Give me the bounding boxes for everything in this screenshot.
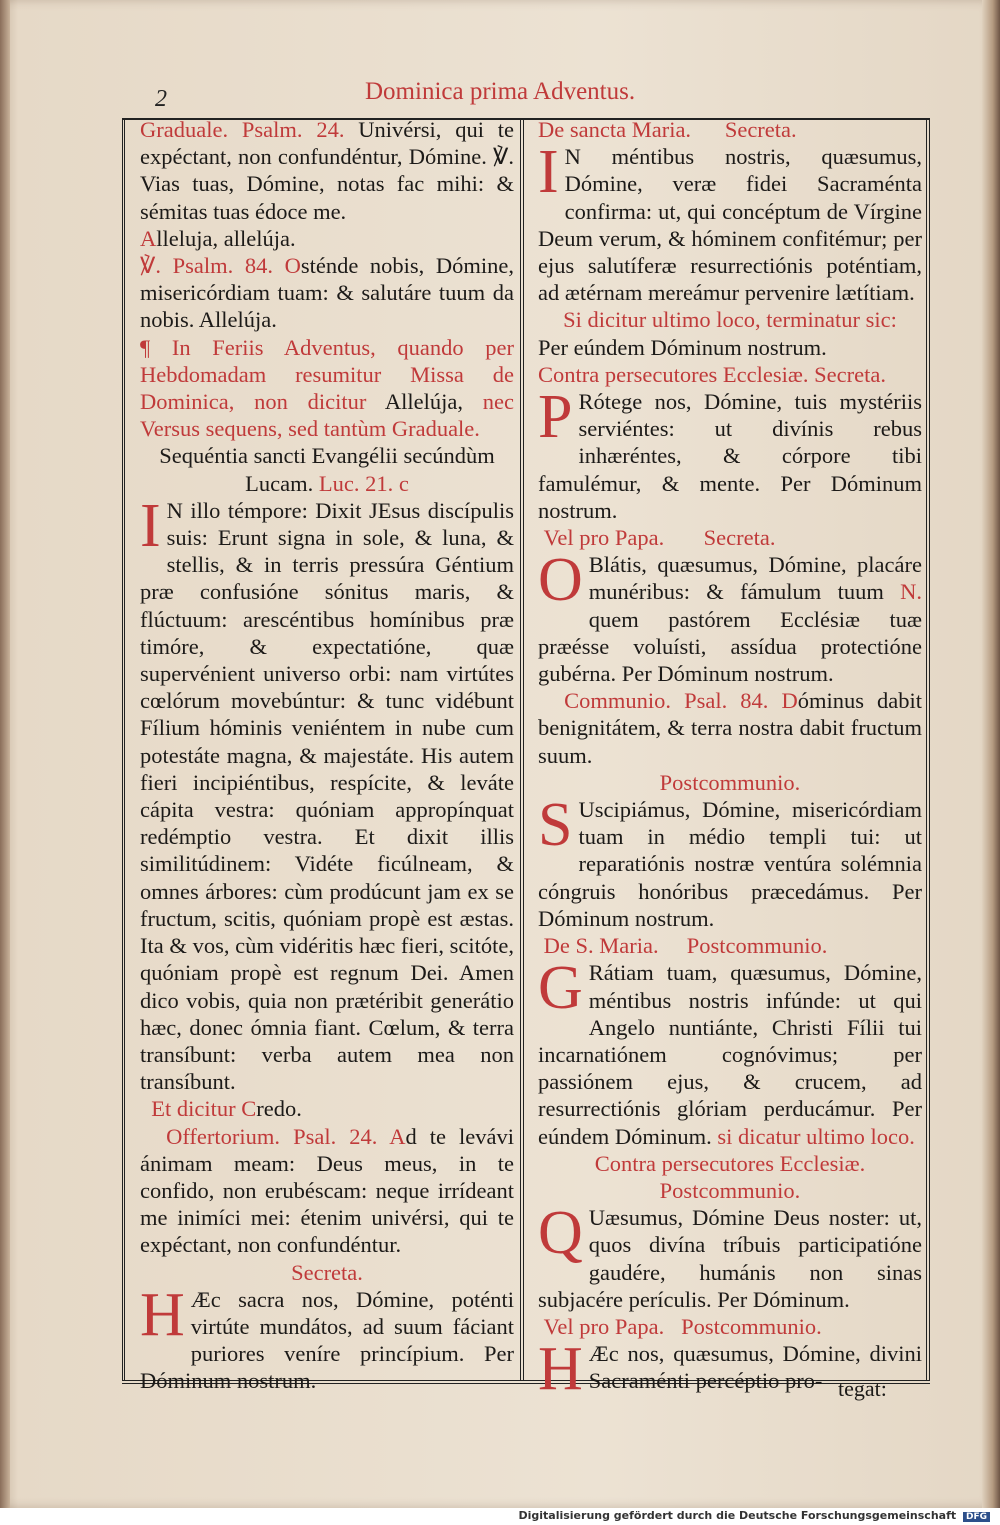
footer-credit: Digitalisierung gefördert durch die Deutsche Forschungsgemeinschaft: [518, 1509, 957, 1522]
secreta-label-3: Secreta.: [703, 525, 776, 551]
communio-text: óminus dabit benignitátem, & terra nostra dabit fructum suum.: [538, 688, 923, 768]
prayer-mentibus-text: N méntibus nostris, quæsumus, Dómine, veræ fidei Sacraménta confirma: ut, qui concéptum de Vírgine Deum verum, & hóminem confitémur; per ejus salutíferæ resurrectiónis poténtiam, ad ætérnam mereámur pervenire lætítiam.: [538, 144, 922, 306]
rubric-feriis-alleluia: Allelúja,: [384, 389, 463, 415]
graduale-label: Graduale. Psalm. 24.: [140, 117, 345, 142]
offertorium: [140, 1123, 514, 1259]
credo-line: [140, 1095, 514, 1122]
offertorium-text: d te levávi ánimam meam: Deus meus, in te confido, non erubéscam: neque irrídeant me inimíci mei: étenim univérsi, qui te expéctant, non confundéntur.: [140, 1123, 514, 1258]
digitization-footer: [0, 1508, 1000, 1525]
alleluia-text: lleluja, allelúja.: [156, 225, 296, 251]
heading-contra-persecutores: [538, 361, 922, 388]
prayer-oblatis-text-b: quem pastórem Ecclésiæ tuæ præésse voluísti, assídua protectióne gubérna. Per Dóminum nostrum.: [538, 606, 922, 687]
heading-vel-pro-papa-2: [538, 1313, 922, 1340]
secreta-label-1: Secreta.: [724, 117, 797, 142]
rubric-si-dicitur: Si dicitur ultimo loco, terminatur sic:: [563, 307, 897, 333]
footer-text-wrap: [518, 1509, 990, 1522]
rubric-feriis-end: nec Versus sequens, sed tantùm Graduale.: [140, 389, 514, 442]
sequentia-title: Sequéntia sancti Evangélii secúndùm Lucam.: [159, 443, 495, 496]
prayer-suscipiamus-drop-cap: S: [538, 791, 573, 860]
alleluia-initial: A: [140, 225, 157, 251]
communio-label: Communio. Psal. 84.: [564, 688, 769, 714]
prayer-suscipiamus: [538, 791, 922, 932]
running-title: Dominica prima Adventus.: [365, 78, 636, 105]
page-right-edge: [982, 0, 1000, 1508]
secreta-text: Æc sacra nos, Dómine, poténti virtúte mundátos, ad suum fáciant puriores veníre princípium. Per Dóminum nostrum.: [140, 1286, 514, 1394]
secreta-heading: Secreta.: [291, 1259, 363, 1285]
communio: [538, 687, 922, 769]
frame-rule-right: [926, 118, 930, 1380]
dfg-logo-icon: DFG: [963, 1512, 990, 1522]
prayer-gratiam-text: Rátiam tuam, quæsumus, Dómine, méntibus nostris infúnde: ut qui Angelo nuntiánte, Christi Fílii tui incarnatiónem cognóvimus; per passiónem ejus, & crucem, ad resurrectiónis glóriam perducámur. Per eúndem Dóminum.: [538, 960, 922, 1149]
prayer-quaesumus-drop-cap: Q: [538, 1199, 583, 1268]
credo-text: redo.: [256, 1096, 302, 1122]
prayer-oblatis-drop-cap: O: [538, 546, 583, 615]
prayer-haec-nos-text: Æc nos, quæsumus, Dómine, divini Sacraménti percéptio pro-: [588, 1341, 922, 1394]
de-s-maria: De S. Maria.: [543, 933, 659, 959]
contra-persecutores-2: Contra persecutores Ecclesiæ.: [594, 1150, 866, 1176]
prayer-protege-text: Rótege nos, Dómine, tuis mystériis serviéntes: ut divínis rebus inhæréntes, & córpore tibi famulémur, & mente. Per Dóminum nostrum.: [538, 389, 922, 523]
heading-de-s-maria: [538, 932, 922, 959]
heading-vel-pro-papa: [538, 524, 922, 551]
page-left-edge: [0, 0, 10, 1508]
prayer-gratiam-drop-cap: G: [538, 954, 583, 1023]
frame-rule-middle: [520, 118, 524, 1380]
vel-pro-papa: Vel pro Papa.: [543, 525, 665, 551]
prayer-quaesumus-text: Uæsumus, Dómine Deus noster: ut, quos divína tríbuis participatióne gaudére, humánis non sinas subjacére perículis. Per Dóminum.: [538, 1205, 922, 1312]
frame-rule-left: [122, 118, 125, 1380]
versus-label: ℣. Psalm. 84.: [140, 253, 273, 279]
prayer-protege: [538, 383, 922, 524]
page-header: [0, 74, 1000, 114]
sequentia-reference: Luc. 21. c: [318, 470, 409, 496]
secreta-drop-cap: H: [140, 1280, 185, 1349]
credo-rubric: Et dicitur: [151, 1096, 236, 1122]
graduale-text: Univérsi, qui te expéctant, non confundéntur, Dómine. ℣. Vias tuas, Dómine, notas fac mihi: & sémitas tuas édoce me.: [140, 117, 515, 224]
rubric-feriis-text: ¶ In Feriis Adventus, quando per Hebdomadam resumitur Missa de Dominica, non dicitur: [140, 334, 514, 415]
sequentia-heading: [140, 442, 514, 496]
page-number: 2: [155, 86, 167, 112]
postcommunio-label-2: Postcommunio.: [686, 933, 828, 959]
prayer-protege-drop-cap: P: [538, 383, 573, 452]
communio-initial: D: [781, 688, 798, 714]
graduale: [140, 116, 514, 225]
prayer-quaesumus: [538, 1199, 922, 1313]
left-column: [140, 116, 514, 1395]
offertorium-initial: A: [389, 1123, 406, 1149]
prayer-oblatis: [538, 546, 922, 687]
secreta-label-2: Secreta.: [814, 361, 886, 387]
gospel-drop-cap: I: [140, 491, 161, 560]
postcommunio-label-4: Postcommunio.: [681, 1313, 822, 1339]
secreta: [140, 1280, 514, 1395]
rubric-feriis: [140, 334, 514, 443]
offertorium-label: Offertorium. Psal. 24.: [166, 1123, 378, 1149]
contra-persecutores: Contra persecutores Ecclesiæ.: [538, 361, 809, 387]
postcommunio-heading-3: Postcommunio.: [659, 1177, 801, 1203]
de-sancta-maria: De sancta Maria.: [538, 117, 692, 142]
gospel-text: N illo témpore: Dixit JEsus discípulis suis: Erunt signa in sole, & luna, & stellis, & in terris pressúra Géntium præ confusióne sónitus maris, & flúctuum: arescéntibus homínibus præ timóre, & expectatióne, quæ supervénient universo orbi: nam virtútes cœlórum movebúntur: & tunc vidébunt Fílium hóminis veniéntem in nube cum potestáte magna, & majestáte. His autem fieri incipiéntibus, respícite, & leváte cápita vestra: quóniam appropínquat redémptio vestra. Et dixit illis similitúdinem: Vidéte ficúlneam, & omnes árbores: cùm prodúcunt jam ex se fructum, scitis, quóniam propè est æstas. Ita & vos, cùm vidéritis hæc fieri, scitóte, quóniam propè est regnum Dei. Amen dico vobis, quia non prætéribit generátio hæc, donec ómnia fiant. Cœlum, & terra transíbunt: verba autem mea non transíbunt.: [140, 497, 514, 1095]
prayer-mentibus-drop-cap: I: [538, 138, 559, 207]
rubric-si-dicatur: si dicatur ultimo loco.: [717, 1123, 915, 1149]
catchword: tegat:: [838, 1376, 887, 1401]
prayer-suscipiamus-text: Uscipiámus, Dómine, misericórdiam tuam in médio templi tui: ut reparatiónis nostræ ventúra solémnia cóngruis honóribus præcedámus. Per Dóminum nostrum.: [538, 797, 922, 931]
prayer-oblatis-n: N.: [900, 579, 922, 605]
prayer-oblatis-text-a: Blátis, quæsumus, Dómine, placáre munéribus: & fámulum tuum: [588, 552, 922, 605]
versus-text: sténde nobis, Dómine, misericórdiam tuam: & salutáre tuum da nobis. Allelúja.: [140, 253, 515, 333]
versus-initial: O: [284, 253, 301, 279]
prayer-haec-nos-drop-cap: H: [538, 1335, 583, 1404]
gospel: [140, 491, 514, 1095]
credo-initial: C: [241, 1096, 257, 1122]
versus: [140, 252, 514, 334]
right-column: [538, 116, 923, 1404]
alleluia: [140, 225, 514, 252]
prayer-gratiam: [538, 954, 922, 1149]
prayer-mentibus: [538, 138, 922, 306]
per-eundem: Per eúndem Dóminum nostrum.: [538, 334, 827, 360]
postcommunio-heading-1: Postcommunio.: [659, 769, 801, 795]
heading-de-sancta-maria: [538, 116, 922, 143]
vel-pro-papa-2: Vel pro Papa.: [543, 1313, 665, 1339]
